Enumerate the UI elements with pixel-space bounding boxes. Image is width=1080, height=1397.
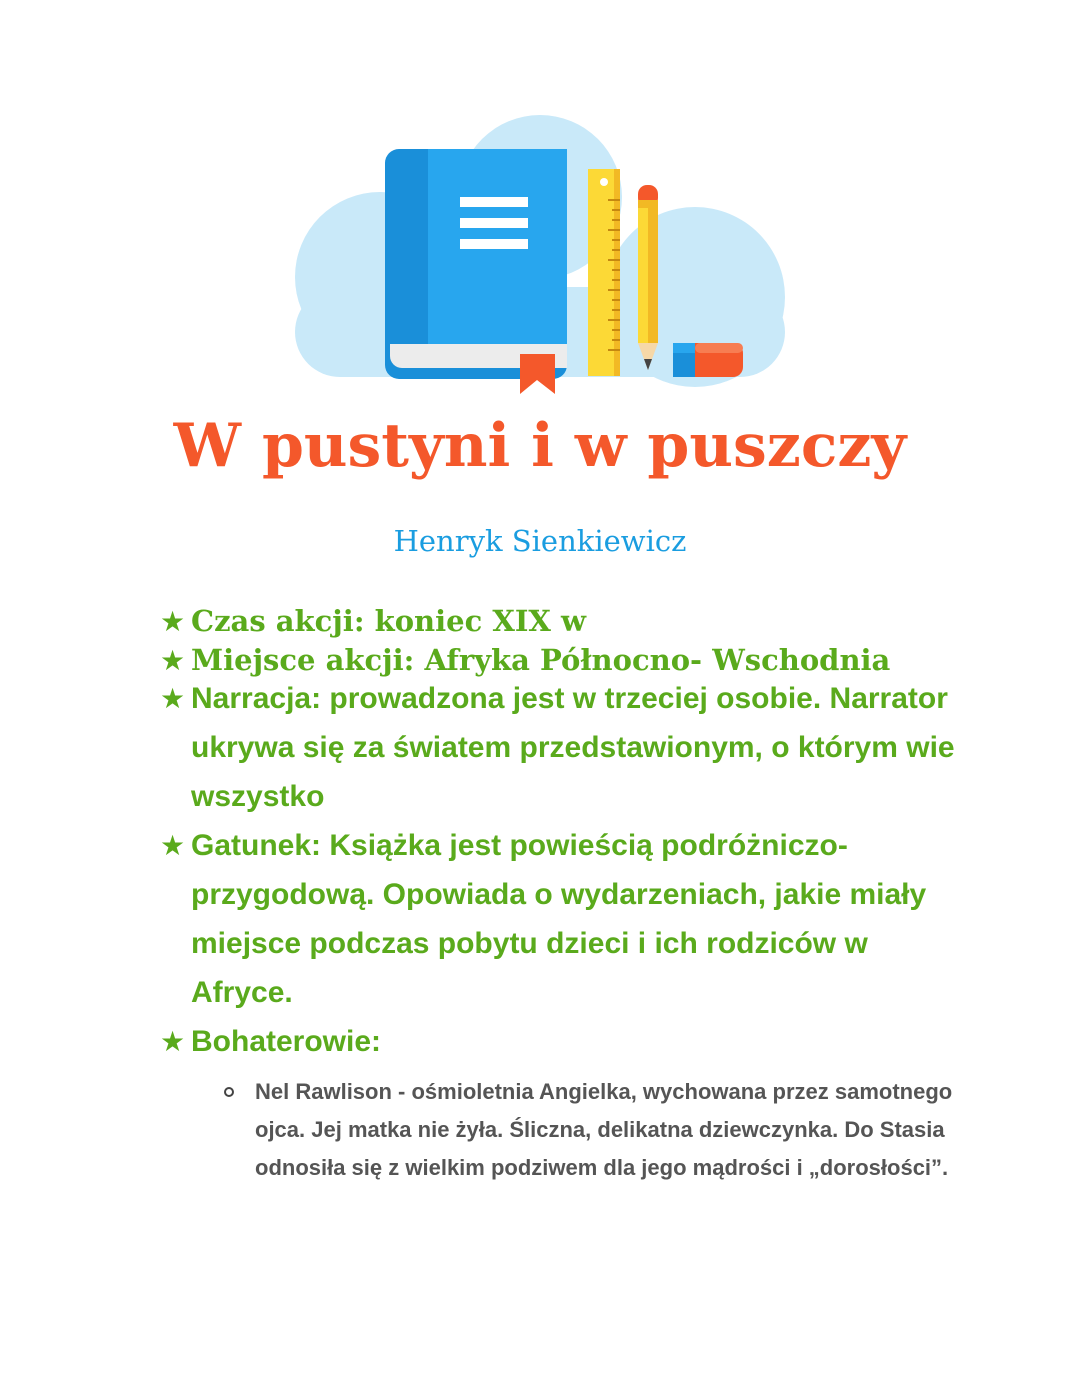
book-title: W pustyni i w puszczy [173,411,907,481]
fact-time [160,602,960,641]
star-bullet-icon: ★ [160,829,186,862]
star-bullet-icon: ★ [160,1025,186,1058]
list-item [222,1073,962,1187]
fact-place-text: Miejsce akcji: Afryka Północno- Wschodnia [191,643,891,677]
fact-genre [160,821,960,1017]
facts-list [160,602,960,1066]
book-icon [385,149,567,379]
fact-narration [160,674,960,821]
star-bullet-icon: ★ [160,644,186,677]
bookmark-icon [520,354,555,394]
circle-bullet-icon [224,1087,234,1097]
pencil-icon [638,185,658,370]
character-description: Nel Rawlison - ośmioletnia Angielka, wychowana przez samotnego ojca. Jej matka nie żyła. Śliczna, delikatna dziewczynka. Do Stasia odnosiła się z wielkim podziwem dla jego mądrości i „dorosłości”. [255,1079,953,1180]
ruler-icon [588,169,620,376]
star-bullet-icon: ★ [160,682,186,715]
fact-characters-heading-text: Bohaterowie: [191,1025,382,1058]
fact-time-text: Czas akcji: koniec XIX w [191,604,586,638]
book-author: Henryk Sienkiewicz [393,524,687,558]
characters-list [222,1073,962,1187]
fact-genre-text: Gatunek: Książka jest powieścią podróżniczo-przygodową. Opowiada o wydarzeniach, jakie miały miejsce podczas pobytu dzieci i ich rodziców w Afryce. [191,829,927,1009]
fact-characters-heading [160,1017,960,1066]
fact-narration-text: Narracja: prowadzona jest w trzeciej osobie. Narrator ukrywa się za światem przedstawionym, o którym wie wszystko [191,682,955,813]
book-illustration [290,112,790,402]
eraser-icon [673,343,743,377]
star-bullet-icon: ★ [160,605,186,638]
